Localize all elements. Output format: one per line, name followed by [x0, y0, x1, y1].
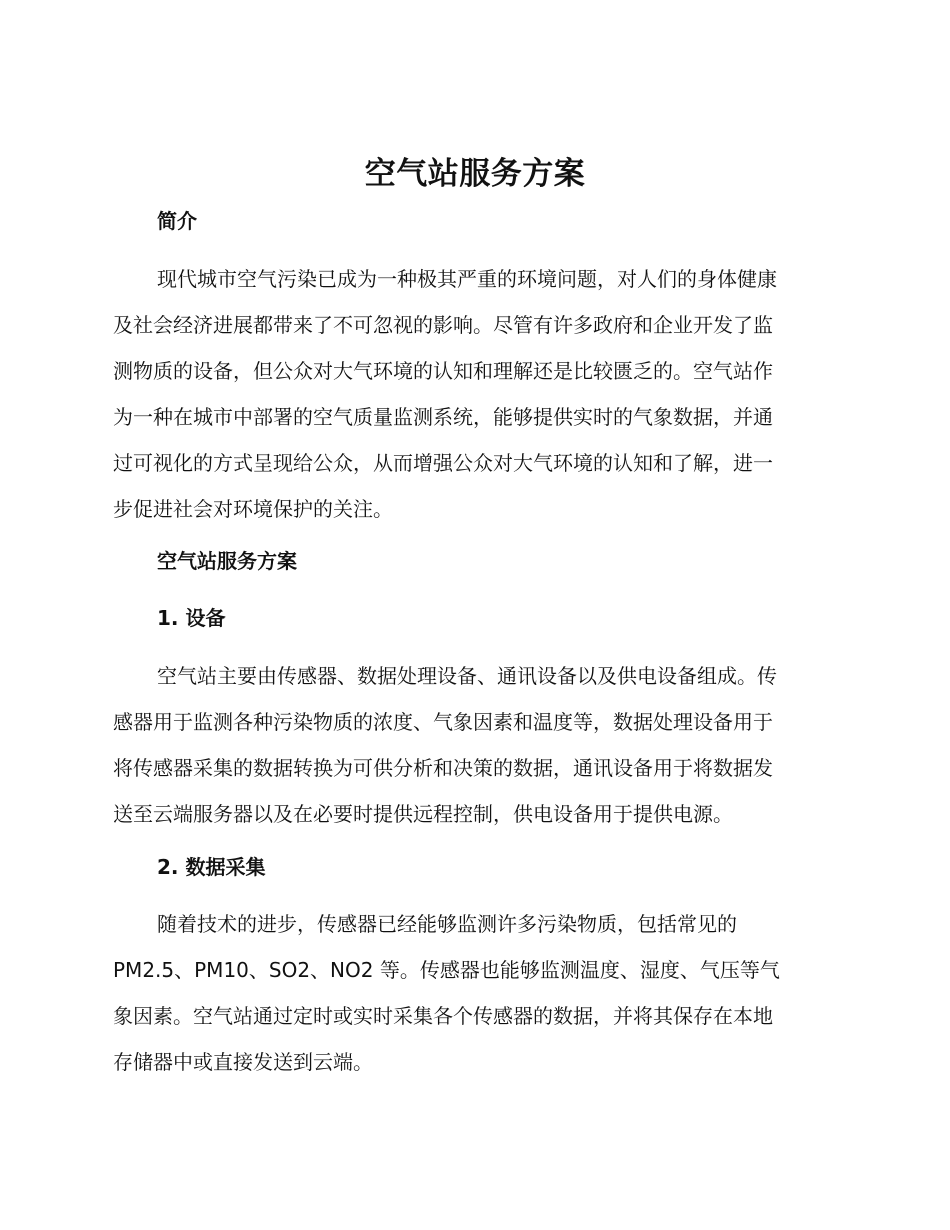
document-title: 空气站服务方案 [364, 156, 586, 192]
section-1-heading: 1. 设备 [157, 606, 226, 630]
paragraph-line: PM2.5、PM10、SO2、NO2 等。传感器也能够监测温度、湿度、气压等气 [113, 958, 780, 982]
intro-paragraph [113, 256, 833, 532]
paragraph-line: 送至云端服务器以及在必要时提供远程控制，供电设备用于提供电源。 [113, 802, 733, 826]
paragraph-line: 空气站主要由传感器、数据处理设备、通讯设备以及供电设备组成。传 [157, 664, 777, 688]
section-2-paragraph [113, 901, 833, 1085]
paragraph-line: 现代城市空气污染已成为一种极其严重的环境问题，对人们的身体健康 [157, 267, 777, 291]
paragraph-line: 存储器中或直接发送到云端。 [113, 1050, 373, 1074]
paragraph-line: 过可视化的方式呈现给公众，从而增强公众对大气环境的认知和了解，进一 [113, 451, 773, 475]
paragraph-line: 为一种在城市中部署的空气质量监测系统，能够提供实时的气象数据，并通 [113, 405, 773, 429]
section-2-heading: 2. 数据采集 [157, 855, 266, 879]
intro-heading: 简介 [157, 209, 197, 233]
paragraph-line: 及社会经济进展都带来了不可忽视的影响。尽管有许多政府和企业开发了监 [113, 313, 773, 337]
paragraph-line: 将传感器采集的数据转换为可供分析和决策的数据，通讯设备用于将数据发 [113, 756, 773, 780]
paragraph-line: 步促进社会对环境保护的关注。 [113, 497, 393, 521]
paragraph-line: 象因素。空气站通过定时或实时采集各个传感器的数据，并将其保存在本地 [113, 1004, 773, 1028]
paragraph-line: 随着技术的进步，传感器已经能够监测许多污染物质，包括常见的 [157, 912, 737, 936]
section-1-paragraph [113, 653, 833, 837]
paragraph-line: 感器用于监测各种污染物质的浓度、气象因素和温度等，数据处理设备用于 [113, 710, 773, 734]
paragraph-line: 测物质的设备，但公众对大气环境的认知和理解还是比较匮乏的。空气站作 [113, 359, 773, 383]
plan-heading: 空气站服务方案 [157, 549, 297, 573]
